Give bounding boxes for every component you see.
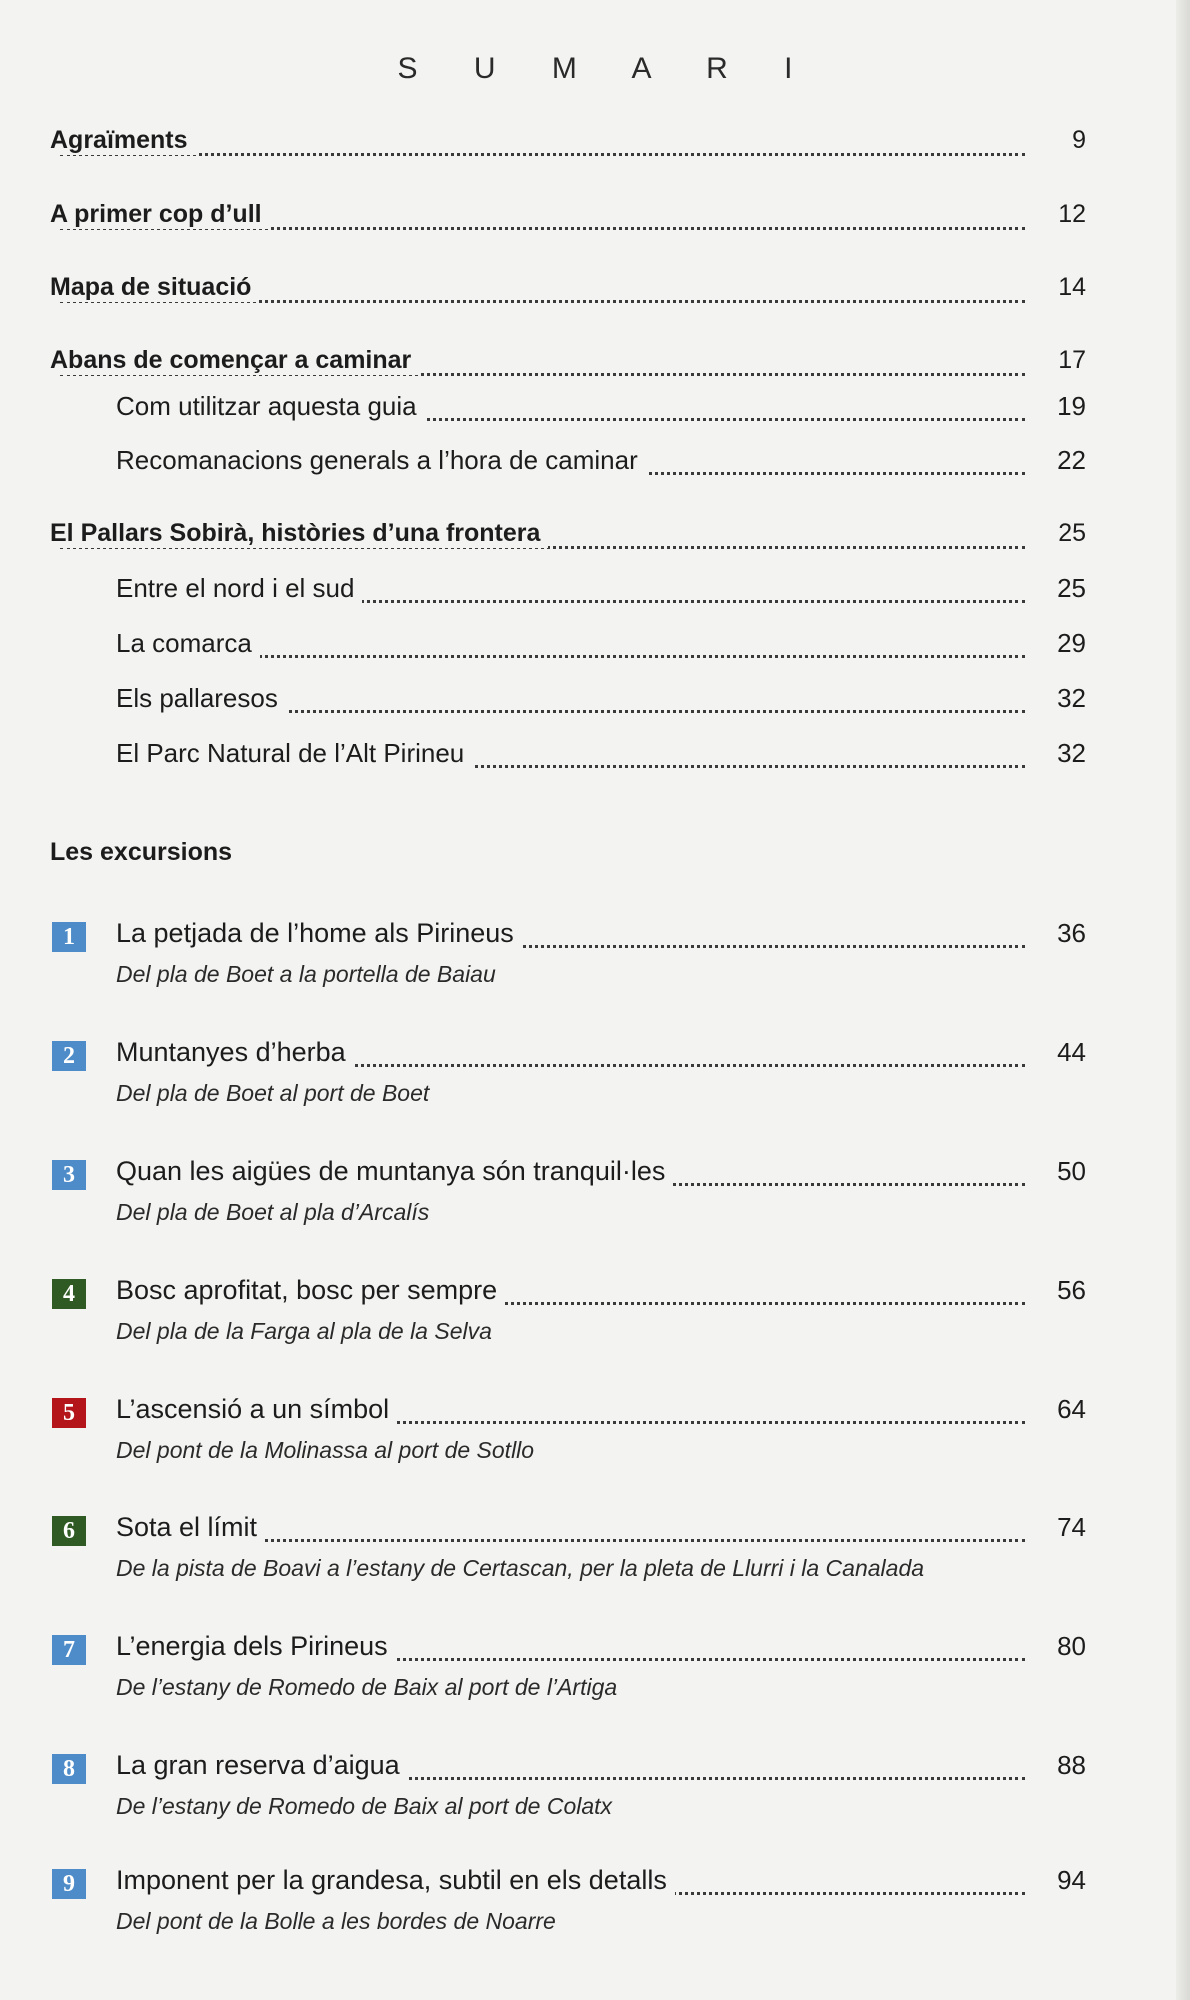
toc-entry-label: Com utilitzar aquesta guia [116,391,425,422]
page-number: 74 [1057,1512,1086,1542]
excursion-title: Imponent per la grandesa, subtil en els detalls [116,1865,675,1896]
page-number: 36 [1057,918,1086,948]
excursion-title: Sota el límit [116,1512,265,1543]
excursion-route: De l’estany de Romedo de Baix al port de l’Artiga [116,1674,618,1700]
page-number: 80 [1057,1631,1086,1661]
toc-entry-label: Els pallaresos [116,683,286,714]
toc-entry-label: El Pallars Sobirà, històries d’una frontera [50,519,548,548]
page-number: 44 [1057,1037,1086,1067]
page-number: 64 [1057,1394,1086,1424]
toc-entry-agraiments[interactable] [0,126,1190,166]
excursion-number-badge: 4 [52,1279,86,1309]
page-number: 56 [1057,1275,1086,1305]
toc-entry-label: Abans de començar a caminar [50,346,419,375]
page-title: S U M A R I [397,52,817,85]
excursion-route: De l’estany de Romedo de Baix al port de Colatx [116,1793,613,1819]
toc-entry-label: Recomanacions generals a l’hora de caminar [116,445,646,476]
excursion-route: Del pla de Boet al port de Boet [116,1080,430,1106]
dot-leader [60,153,1025,156]
excursion-number-badge: 7 [52,1635,86,1665]
toc-entry-excursion-6[interactable] [0,1512,1190,1552]
page-number: 25 [1057,573,1086,603]
page-number: 12 [1058,200,1086,228]
excursion-title: La gran reserva d’aigua [116,1750,408,1781]
toc-entry-com-utilitzar[interactable] [0,391,1190,431]
toc-entry-label: A primer cop d’ull [50,200,270,229]
toc-entry-label: La comarca [116,628,260,659]
toc-entry-abans[interactable] [0,346,1190,386]
toc-entry-comarca[interactable] [0,628,1190,668]
page-number: 14 [1058,273,1086,301]
toc-entry-excursion-1[interactable] [0,918,1190,958]
excursion-route: De la pista de Boavi a l’estany de Certascan, per la pleta de Llurri i la Canalada [116,1555,925,1581]
toc-entry-recomanacions[interactable] [0,445,1190,485]
toc-entry-excursion-7[interactable] [0,1631,1190,1671]
excursions-heading: Les excursions [50,838,233,866]
excursion-route: Del pla de Boet a la portella de Baiau [116,961,496,987]
page-number: 32 [1057,738,1086,768]
page-number: 88 [1057,1750,1086,1780]
page-number: 94 [1057,1865,1086,1895]
excursion-number-badge: 8 [52,1754,86,1784]
toc-entry-excursion-4[interactable] [0,1275,1190,1315]
toc-entry-label: Mapa de situació [50,273,259,302]
toc-entry-label: Agraïments [50,126,196,155]
toc-entry-pallaresos[interactable] [0,683,1190,723]
excursion-route: Del pla de Boet al pla d’Arcalís [116,1199,430,1225]
excursion-title: La petjada de l’home als Pirineus [116,918,522,949]
excursion-number-badge: 5 [52,1398,86,1428]
toc-entry-excursion-9[interactable] [0,1865,1190,1905]
excursion-route: Del pla de la Farga al pla de la Selva [116,1318,492,1344]
page-number: 17 [1058,346,1086,374]
page-number: 32 [1057,683,1086,713]
page-number: 25 [1058,519,1086,547]
excursion-route: Del pont de la Bolle a les bordes de Noarre [116,1908,556,1934]
toc-entry-excursion-8[interactable] [0,1750,1190,1790]
toc-entry-pallars[interactable] [0,519,1190,559]
page-number: 50 [1057,1156,1086,1186]
excursion-route: Del pont de la Molinassa al port de Sotllo [116,1437,535,1463]
excursion-number-badge: 9 [52,1869,86,1899]
page-number: 9 [1072,126,1086,154]
page-number: 19 [1057,391,1086,421]
excursion-number-badge: 1 [52,922,86,952]
excursion-number-badge: 3 [52,1160,86,1190]
toc-entry-parc-natural[interactable] [0,738,1190,778]
toc-entry-nord-sud[interactable] [0,573,1190,613]
excursion-title: L’energia dels Pirineus [116,1631,396,1662]
toc-entry-label: El Parc Natural de l’Alt Pirineu [116,738,472,769]
toc-entry-excursion-3[interactable] [0,1156,1190,1196]
excursion-title: L’ascensió a un símbol [116,1394,397,1425]
toc-entry-excursion-5[interactable] [0,1394,1190,1434]
toc-entry-excursion-2[interactable] [0,1037,1190,1077]
excursion-title: Quan les aigües de muntanya són tranquil·les [116,1156,673,1187]
page-number: 29 [1057,628,1086,658]
toc-entry-primer-cop[interactable] [0,200,1190,240]
toc-entry-mapa[interactable] [0,273,1190,313]
excursion-title: Muntanyes d’herba [116,1037,354,1068]
excursion-number-badge: 2 [52,1041,86,1071]
toc-entry-label: Entre el nord i el sud [116,573,362,604]
page-number: 22 [1057,445,1086,475]
excursion-number-badge: 6 [52,1516,86,1546]
excursion-title: Bosc aprofitat, bosc per sempre [116,1275,505,1306]
